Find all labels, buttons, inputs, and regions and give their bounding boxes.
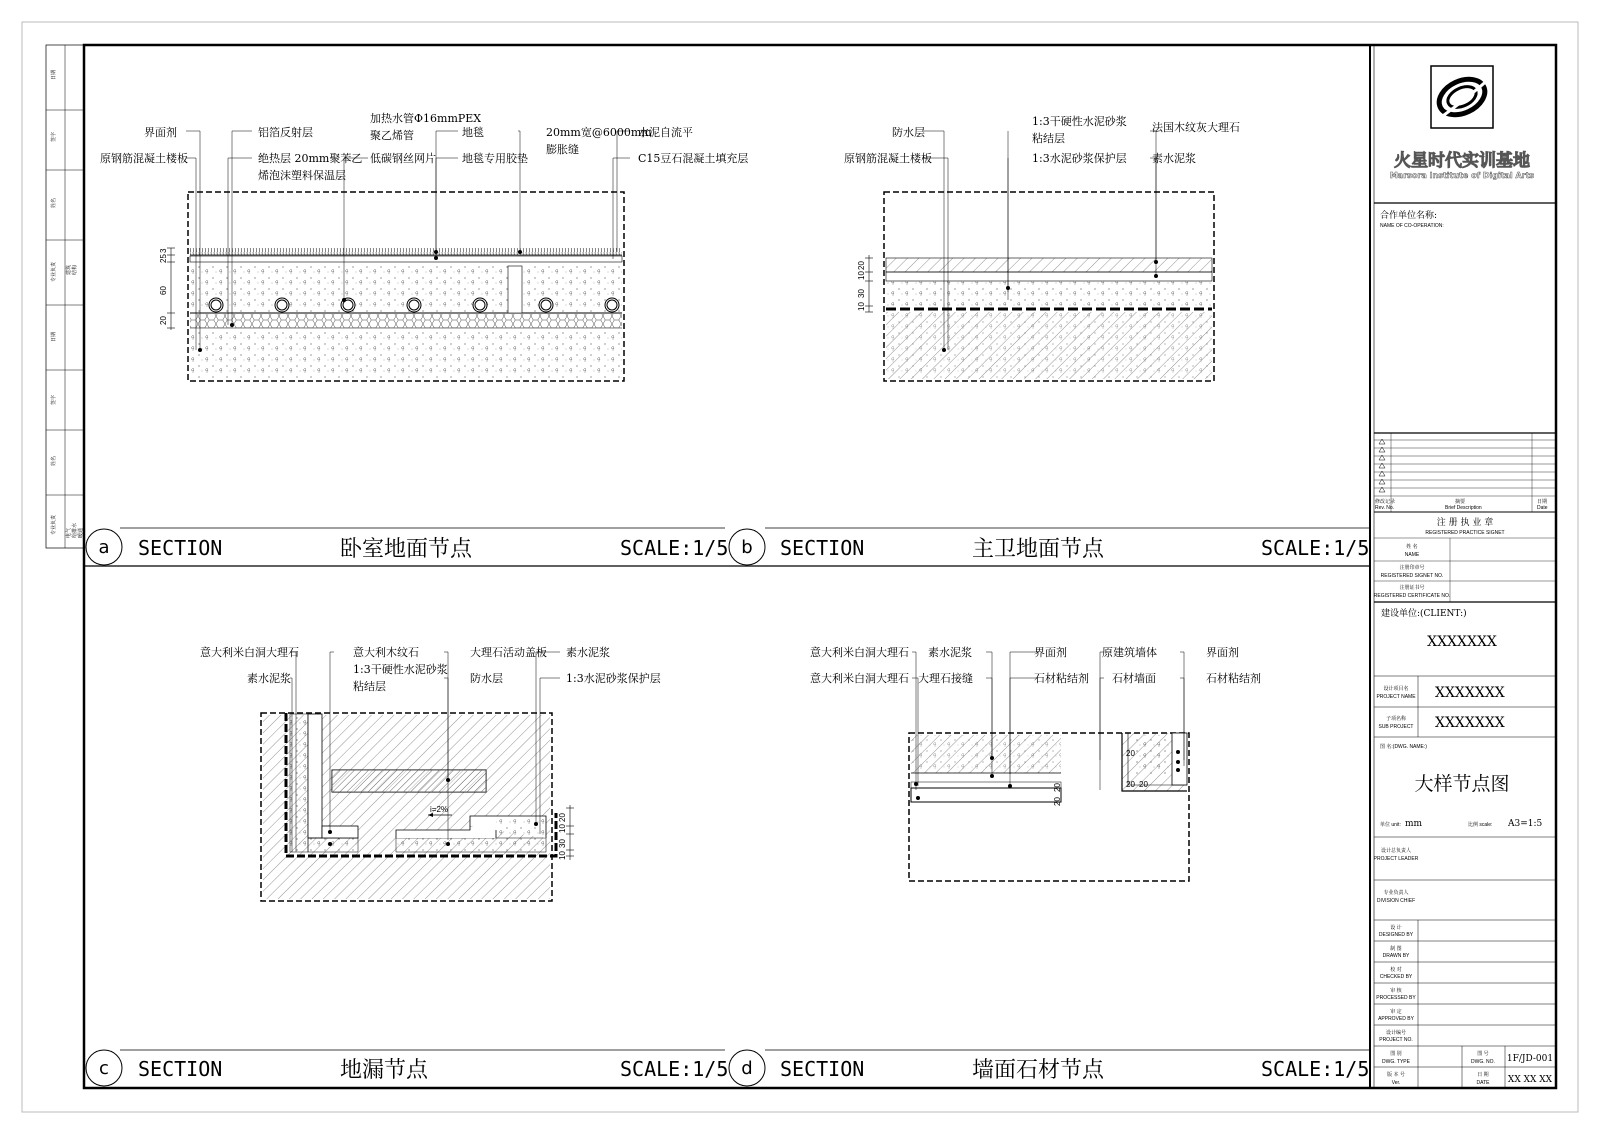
label-interface-agent: 界面剂 — [144, 126, 177, 139]
dim-c-30: 30 — [558, 839, 567, 848]
name-label-en: NAME — [1404, 552, 1420, 558]
dim-b-30: 30 — [857, 289, 866, 298]
panel-letter: a — [98, 537, 110, 558]
dim-b-10b: 10 — [857, 302, 866, 311]
scale-value: A3=1:5 — [1508, 819, 1543, 829]
client-value: XXXXXXX — [1427, 634, 1497, 650]
dim-d-2: 20 — [1053, 797, 1062, 806]
approved-label-en: APPROVED BY — [1378, 1016, 1414, 1022]
cert-label: 注册证书号 — [1399, 585, 1425, 591]
section-label: SECTION — [138, 536, 223, 560]
label-white-marble-1: 意大利米白洞大理石 — [810, 646, 909, 659]
panel-scale: SCALE:1/5 — [1261, 536, 1370, 560]
strip-label: 专业负责 — [51, 261, 57, 282]
stamp-title: 注 册 执 业 章 — [1436, 518, 1494, 528]
label-wood-stone: 意大利木纹石 — [353, 646, 419, 659]
strip-label: 专业负责 — [51, 514, 57, 535]
section-label: SECTION — [780, 536, 865, 560]
label-slurry: 素水泥浆 — [1152, 152, 1196, 165]
chief-label-en: DIVISION CHIEF — [1376, 898, 1416, 904]
sub-label: 子项名称 — [1385, 716, 1407, 722]
processed-label-en: PROCESSED BY — [1376, 995, 1416, 1001]
unit-value: mm — [1405, 819, 1423, 829]
ver-label-en: Ver. — [1391, 1080, 1401, 1086]
binding-strip — [46, 45, 84, 548]
dim-d-5: 20 — [1139, 780, 1148, 789]
stamp-title-en: REGISTERED PRACTICE SIGNET — [1425, 530, 1505, 536]
company-logo — [1390, 66, 1535, 180]
label-cover-plate: 大理石活动盖板 — [470, 646, 547, 659]
name-label: 姓 名 — [1406, 544, 1418, 550]
checked-label: 校 对 — [1390, 967, 1402, 973]
no-label: 图 号 — [1477, 1051, 1489, 1057]
label-mesh: 低碳钢丝网片 — [370, 152, 436, 165]
strip-sub: 建筑 — [66, 264, 72, 275]
rev-head-en: Date — [1537, 505, 1548, 511]
rev-head-en: Brief Description — [1445, 505, 1482, 511]
label-insulation-1: 绝热层 20mm聚苯乙 — [258, 152, 363, 165]
signet-label: 注册印章号 — [1399, 565, 1425, 571]
projno-label-en: PROJECT NO. — [1379, 1037, 1413, 1043]
panel-scale: SCALE:1/5 — [1261, 1057, 1370, 1081]
label-interface-1: 界面剂 — [1034, 646, 1067, 659]
type-label: 图 别 — [1390, 1051, 1402, 1057]
no-label-en: DWG. NO. — [1471, 1059, 1495, 1065]
dim-b-10: 10 — [857, 271, 866, 280]
detail-a — [100, 111, 748, 381]
dim-b-20: 20 — [857, 261, 866, 270]
label-marble: 法国木纹灰大理石 — [1152, 121, 1240, 134]
strip-label: 签字 — [51, 131, 57, 142]
panel-letter: d — [741, 1058, 753, 1079]
rev-head-en: Rev. No. — [1375, 505, 1395, 511]
strip-label: 日期 — [51, 331, 57, 342]
revision-table — [1374, 433, 1556, 512]
drawn-label: 制 图 — [1390, 946, 1402, 952]
strip-label: 姓名 — [51, 197, 57, 208]
section-label: SECTION — [780, 1057, 865, 1081]
title-bar-c — [86, 1050, 728, 1086]
scale-label: 比例 scale: — [1468, 822, 1493, 828]
projno-label: 设计编号 — [1385, 1030, 1407, 1036]
label-interface-2: 界面剂 — [1206, 646, 1239, 659]
drawn-label-en: DRAWN BY — [1382, 953, 1410, 959]
title-block — [1370, 45, 1556, 1088]
client-label: 建设单位:(CLIENT:) — [1381, 609, 1467, 619]
dwgname-value: 大样节点图 — [1414, 773, 1510, 795]
label-carpet: 地毯 — [462, 126, 484, 139]
label-mortar-1: 1:3干硬性水泥砂浆 — [1032, 115, 1127, 128]
label-insulation-2: 烯泡沫塑料保温层 — [258, 169, 346, 182]
label-adhesive-1: 石材粘结剂 — [1034, 672, 1089, 685]
no-value: 1F/JD-001 — [1506, 1054, 1554, 1064]
label-wall: 原建筑墙体 — [1102, 646, 1157, 659]
detail-c — [200, 645, 661, 901]
title-bar-b — [729, 528, 1370, 566]
label-mortar-1: 1:3干硬性水泥砂浆 — [353, 663, 448, 676]
logo-cn: 火星时代实训基地 — [1394, 151, 1530, 171]
label-joint-2: 膨胀缝 — [546, 143, 579, 156]
panel-title: 地漏节点 — [340, 1058, 429, 1083]
dim-c-20: 20 — [558, 813, 567, 822]
processed-label: 审 核 — [1390, 988, 1402, 994]
label-white-marble-2: 意大利米白洞大理石 — [810, 672, 909, 685]
dim-d-3: 20 — [1126, 749, 1135, 758]
label-protect: 1:3水泥砂浆保护层 — [1032, 152, 1127, 165]
project-label-en: PROJECT NAME — [1376, 694, 1416, 700]
label-fill: C15豆石混凝土填充层 — [638, 152, 749, 165]
sub-label-en: SUB PROJECT — [1378, 724, 1414, 730]
dim-c-10b: 10 — [558, 851, 567, 860]
label-rc-slab: 原钢筋混凝土楼板 — [844, 152, 932, 165]
project-value: XXXXXXX — [1435, 685, 1505, 701]
project-label: 设计项目名 — [1383, 686, 1409, 692]
logo-en: Marsora Institute of Digital Arts — [1389, 171, 1535, 180]
label-protect: 1:3水泥砂浆保护层 — [566, 672, 661, 685]
ver-label: 版 本 号 — [1387, 1072, 1405, 1078]
date-label: 日 期 — [1477, 1072, 1489, 1078]
title-bar-d — [729, 1050, 1370, 1086]
label-slurry-right: 素水泥浆 — [566, 646, 610, 659]
label-joint-1: 20mm宽@6000mm — [546, 126, 652, 139]
label-slurry: 素水泥浆 — [928, 646, 972, 659]
designed-label-en: DESIGNED BY — [1378, 932, 1414, 938]
panel-title: 主卫地面节点 — [972, 537, 1105, 562]
detail-d — [810, 645, 1261, 881]
panel-title: 墙面石材节点 — [972, 1058, 1105, 1083]
strip-sub: 结构 — [72, 264, 78, 275]
dim-a-25: 25 — [159, 254, 168, 263]
date-label-en: DATE — [1476, 1080, 1490, 1086]
label-mortar-2: 粘结层 — [1032, 132, 1065, 145]
dim-c-10: 10 — [558, 824, 567, 833]
approved-label: 审 定 — [1390, 1009, 1402, 1015]
label-joint: 大理石接缝 — [918, 672, 973, 685]
panel-letter: b — [741, 537, 753, 558]
label-rc-slab: 原钢筋混凝土楼板 — [100, 152, 188, 165]
strip-label: 姓名 — [51, 455, 57, 466]
designed-label: 设 计 — [1390, 925, 1402, 931]
label-leveling: 水泥自流平 — [638, 126, 693, 139]
label-adhesive-2: 石材粘结剂 — [1206, 672, 1261, 685]
label-pipe-2: 聚乙烯管 — [370, 129, 414, 142]
panel-letter: c — [99, 1058, 109, 1079]
checked-label-en: CHECKED BY — [1379, 974, 1413, 980]
chief-label: 专业负责人 — [1383, 890, 1409, 896]
cooperation-label-en: NAME OF CO-OPERATION: — [1380, 223, 1444, 229]
dim-d-1: 20 — [1053, 783, 1062, 792]
rev-head: 日期 — [1537, 499, 1548, 505]
strip-label: 签字 — [51, 394, 57, 405]
leader-label-en: PROJECT LEADER — [1373, 856, 1419, 862]
leader-label: 设计总负责人 — [1380, 848, 1412, 854]
dim-a-3: 3 — [159, 248, 168, 253]
type-label-en: DWG. TYPE — [1382, 1059, 1410, 1065]
dim-a-20: 20 — [159, 316, 168, 325]
rev-head: 摘要 — [1455, 499, 1466, 505]
panel-scale: SCALE:1/5 — [620, 536, 729, 560]
strip-sub: 电气 — [66, 527, 72, 538]
rev-head: 修改记录 — [1375, 499, 1396, 505]
unit-label: 单位 unit: — [1380, 822, 1401, 828]
strip-sub: 给排水 — [72, 522, 78, 538]
slope-label: i=2% — [430, 805, 449, 814]
dim-a-60: 60 — [159, 286, 168, 295]
outer-border — [22, 22, 1578, 1112]
strip-sub: 暖通 — [78, 527, 84, 538]
label-carpet-pad: 地毯专用胶垫 — [462, 152, 528, 165]
panel-title: 卧室地面节点 — [340, 537, 473, 562]
label-white-marble: 意大利米白洞大理石 — [200, 646, 299, 659]
signet-label-en: REGISTERED SIGNET NO. — [1380, 573, 1444, 579]
label-mortar-2: 粘结层 — [353, 680, 386, 693]
strip-label: 日期 — [51, 69, 57, 80]
section-label: SECTION — [138, 1057, 223, 1081]
cert-label-en: REGISTERED CERTIFICATE NO. — [1373, 593, 1451, 599]
dim-d-4: 20 — [1126, 780, 1135, 789]
title-bar-a — [86, 528, 728, 566]
detail-b — [844, 114, 1240, 381]
label-stone-wall: 石材墙面 — [1112, 672, 1156, 685]
label-waterproof: 防水层 — [892, 126, 925, 139]
sub-value: XXXXXXX — [1435, 715, 1505, 731]
label-waterproof: 防水层 — [470, 672, 503, 685]
label-pipe-1: 加热水管Φ16mmPEX — [370, 112, 482, 125]
label-foil: 铝箔反射层 — [258, 126, 313, 139]
date-value: XX XX XX — [1507, 1075, 1553, 1085]
panel-scale: SCALE:1/5 — [620, 1057, 729, 1081]
cooperation-label: 合作单位名称: — [1380, 211, 1438, 221]
label-slurry-left: 素水泥浆 — [247, 672, 291, 685]
dwgname-label: 图 名:(DWG. NAME:) — [1380, 744, 1427, 750]
